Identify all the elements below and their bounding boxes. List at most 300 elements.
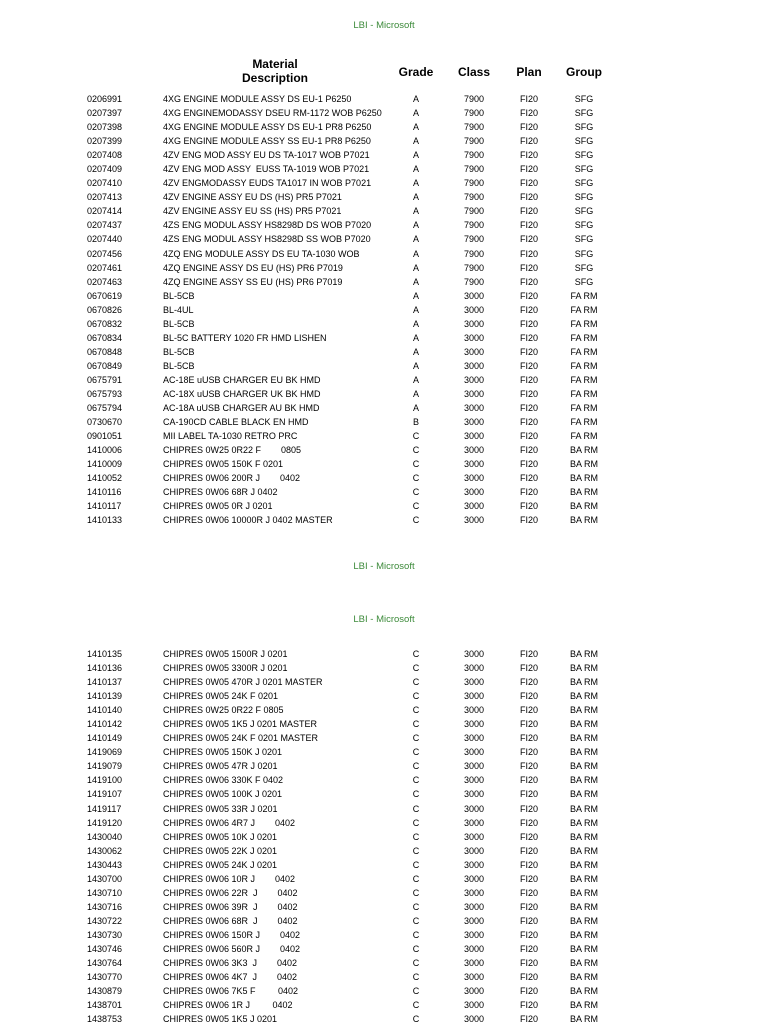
group-cell: FA RM — [570, 431, 598, 442]
class-cell: 3000 — [463, 304, 485, 315]
table-row — [0, 162, 768, 176]
table-row — [0, 401, 768, 415]
group-cell: BA RM — [569, 887, 598, 898]
grade-cell: C — [412, 761, 420, 772]
grade-cell: A — [412, 136, 419, 147]
group-cell: BA RM — [569, 775, 598, 786]
plan-cell: FI20 — [519, 276, 538, 287]
material-code: 0675793 — [87, 388, 123, 399]
group-cell: SFG — [574, 234, 594, 245]
page2-header: LBI - Microsoft — [353, 614, 415, 625]
group-cell: BA RM — [569, 649, 598, 659]
grade-cell: C — [412, 515, 420, 526]
plan-cell: FI20 — [519, 817, 538, 828]
class-cell: 3000 — [463, 789, 485, 800]
material-description: CHIPRES 0W06 7K5 F 0402 — [163, 986, 299, 997]
table-row — [0, 443, 768, 457]
grade-cell: A — [412, 304, 419, 315]
plan-cell: FI20 — [519, 915, 538, 926]
plan-cell: FI20 — [519, 332, 538, 343]
header-material-description: Material Description — [241, 57, 308, 85]
material-code: 1410135 — [87, 649, 123, 659]
class-cell: 7900 — [463, 136, 485, 147]
grade-cell: C — [412, 1014, 420, 1025]
class-cell: 7900 — [463, 192, 485, 203]
material-code: 1419069 — [87, 747, 123, 758]
table-row — [0, 120, 768, 134]
grade-cell: A — [412, 346, 419, 357]
table-row — [0, 148, 768, 162]
material-code: 1410140 — [87, 705, 123, 716]
material-code: 1419120 — [87, 817, 123, 828]
grade-cell: C — [412, 431, 420, 442]
group-cell: SFG — [574, 192, 594, 203]
material-code: 1419107 — [87, 789, 123, 800]
table-row — [0, 331, 768, 345]
column-headers — [0, 57, 768, 87]
material-description: BL-5CB — [163, 290, 195, 301]
class-cell: 7900 — [463, 164, 485, 175]
group-cell: BA RM — [569, 733, 598, 744]
grade-cell: A — [412, 332, 419, 343]
material-description: CHIPRES 0W06 68R J 0402 — [163, 915, 298, 926]
class-cell: 3000 — [463, 290, 485, 301]
class-cell: 3000 — [463, 473, 485, 484]
group-cell: BA RM — [569, 1014, 598, 1025]
material-code: 1430443 — [87, 859, 123, 870]
material-description: CHIPRES 0W05 33R J 0201 — [163, 803, 278, 814]
material-description: 4ZV ENGINE ASSY EU SS (HS) PR5 P7021 — [163, 206, 342, 217]
table-row — [0, 858, 768, 872]
group-cell: BA RM — [569, 761, 598, 772]
table-row — [0, 303, 768, 317]
plan-cell: FI20 — [519, 459, 538, 470]
material-description: CHIPRES 0W06 22R J 0402 — [163, 887, 298, 898]
material-code: 1410052 — [87, 473, 123, 484]
material-description: CHIPRES 0W06 560R J 0402 — [163, 943, 301, 954]
material-description: CHIPRES 0W06 10R J 0402 — [163, 873, 296, 884]
class-cell: 3000 — [463, 803, 485, 814]
material-description: BL-5CB — [163, 346, 195, 357]
class-cell: 3000 — [463, 417, 485, 428]
class-cell: 3000 — [463, 346, 485, 357]
plan-cell: FI20 — [519, 318, 538, 329]
plan-cell: FI20 — [519, 733, 538, 744]
material-description: CHIPRES 0W05 24K F 0201 MASTER — [163, 733, 319, 744]
group-cell: BA RM — [569, 915, 598, 926]
table-row — [0, 928, 768, 942]
plan-cell: FI20 — [519, 747, 538, 758]
material-description: AC-18E uUSB CHARGER EU BK HMD — [163, 374, 321, 385]
plan-cell: FI20 — [519, 515, 538, 526]
class-cell: 3000 — [463, 859, 485, 870]
material-description: 4ZS ENG MODUL ASSY HS8298D DS WOB P7020 — [163, 220, 372, 231]
class-cell: 3000 — [463, 873, 485, 884]
material-description: CHIPRES 0W05 150K F 0201 — [163, 459, 284, 470]
class-cell: 3000 — [463, 403, 485, 414]
plan-cell: FI20 — [519, 136, 538, 147]
plan-cell: FI20 — [519, 943, 538, 954]
group-cell: BA RM — [569, 719, 598, 730]
plan-cell: FI20 — [519, 972, 538, 983]
table-row — [0, 984, 768, 998]
class-cell: 3000 — [463, 360, 485, 371]
material-code: 0207437 — [87, 220, 123, 231]
grade-cell: A — [412, 360, 419, 371]
material-description: MII LABEL TA-1030 RETRO PRC — [163, 431, 298, 442]
material-description: 4ZV ENGINE ASSY EU DS (HS) PR5 P7021 — [163, 192, 342, 203]
group-cell: SFG — [574, 206, 594, 217]
material-description: CHIPRES 0W05 100K J 0201 — [163, 789, 283, 800]
grade-cell: C — [412, 719, 420, 730]
material-code: 0207414 — [87, 206, 123, 217]
material-description: CHIPRES 0W06 39R J 0402 — [163, 901, 298, 912]
group-cell: FA RM — [570, 360, 598, 371]
class-cell: 3000 — [463, 845, 485, 856]
group-cell: FA RM — [570, 403, 598, 414]
plan-cell: FI20 — [519, 94, 538, 104]
grade-cell: A — [412, 403, 419, 414]
table-row — [0, 190, 768, 204]
material-code: 0675791 — [87, 374, 123, 385]
class-cell: 3000 — [463, 677, 485, 688]
class-cell: 3000 — [463, 459, 485, 470]
material-code: 0207409 — [87, 164, 123, 175]
class-cell: 3000 — [463, 719, 485, 730]
plan-cell: FI20 — [519, 845, 538, 856]
table-row — [0, 457, 768, 471]
material-description: CHIPRES 0W06 3K3 J 0402 — [163, 958, 298, 969]
plan-cell: FI20 — [519, 649, 538, 659]
plan-cell: FI20 — [519, 206, 538, 217]
plan-cell: FI20 — [519, 677, 538, 688]
material-code: 0670849 — [87, 360, 123, 371]
grade-cell: A — [412, 206, 419, 217]
table-row — [0, 745, 768, 759]
material-code: 0207397 — [87, 108, 123, 119]
material-description: 4XG ENGINE MODULE ASSY SS EU-1 PR8 P6250 — [163, 136, 371, 147]
grade-cell: C — [412, 733, 420, 744]
group-cell: BA RM — [569, 803, 598, 814]
table-row — [0, 134, 768, 148]
table-row — [0, 689, 768, 703]
grade-cell: C — [412, 901, 420, 912]
table-row — [0, 261, 768, 275]
material-code: 0206991 — [87, 94, 123, 104]
material-description: 4ZV ENGMODASSY EUDS TA1017 IN WOB P7021 — [163, 178, 372, 189]
header-class: Class — [457, 65, 491, 79]
material-code: 1430879 — [87, 986, 123, 997]
group-cell: FA RM — [570, 290, 598, 301]
material-description: 4ZV ENG MOD ASSY EU DS TA-1017 WOB P7021 — [163, 150, 370, 161]
grade-cell: A — [412, 374, 419, 385]
grade-cell: C — [412, 459, 420, 470]
group-cell: FA RM — [570, 332, 598, 343]
material-description: CHIPRES 0W05 150K J 0201 — [163, 747, 283, 758]
page1-header: LBI - Microsoft — [353, 20, 415, 31]
class-cell: 7900 — [463, 206, 485, 217]
material-description: CHIPRES 0W05 470R J 0201 MASTER — [163, 677, 323, 688]
class-cell: 3000 — [463, 958, 485, 969]
material-code: 1438701 — [87, 1000, 123, 1011]
material-code: 1430770 — [87, 972, 123, 983]
material-description: CHIPRES 0W05 47R J 0201 — [163, 761, 278, 772]
class-cell: 7900 — [463, 94, 485, 104]
material-description: CHIPRES 0W05 22K J 0201 — [163, 845, 278, 856]
table-row — [0, 886, 768, 900]
material-description: 4ZQ ENGINE ASSY SS EU (HS) PR6 P7019 — [163, 276, 343, 287]
class-cell: 3000 — [463, 487, 485, 498]
plan-cell: FI20 — [519, 304, 538, 315]
plan-cell: FI20 — [519, 445, 538, 456]
header-group: Group — [566, 65, 602, 79]
plan-cell: FI20 — [519, 346, 538, 357]
material-code: 1419100 — [87, 775, 123, 786]
group-cell: BA RM — [569, 789, 598, 800]
group-cell: SFG — [574, 248, 594, 259]
group-cell: FA RM — [570, 318, 598, 329]
material-code: 1410136 — [87, 663, 123, 674]
table-row — [0, 717, 768, 731]
table-row — [0, 998, 768, 1012]
table-row — [0, 731, 768, 745]
group-cell: BA RM — [569, 958, 598, 969]
table-row — [0, 759, 768, 773]
material-description: AC-18X uUSB CHARGER UK BK HMD — [163, 388, 321, 399]
material-description: 4XG ENGINE MODULE ASSY DS EU-1 PR8 P6250 — [163, 122, 372, 133]
group-cell: BA RM — [569, 691, 598, 702]
table-row — [0, 844, 768, 858]
group-cell: BA RM — [569, 845, 598, 856]
grade-cell: C — [412, 1000, 420, 1011]
material-description: BL-5CB — [163, 360, 195, 371]
material-code: 0730670 — [87, 417, 123, 428]
plan-cell: FI20 — [519, 1014, 538, 1025]
material-description: CHIPRES 0W05 3300R J 0201 — [163, 663, 288, 674]
plan-cell: FI20 — [519, 803, 538, 814]
class-cell: 3000 — [463, 663, 485, 674]
class-cell: 3000 — [463, 986, 485, 997]
material-code: 1410116 — [87, 487, 122, 498]
table-row — [0, 816, 768, 830]
group-cell: BA RM — [569, 487, 598, 498]
group-cell: SFG — [574, 220, 594, 231]
material-description: 4ZQ ENG MODULE ASSY DS EU TA-1030 WOB — [163, 248, 360, 259]
material-code: 0670619 — [87, 290, 123, 301]
material-code: 1419079 — [87, 761, 123, 772]
table-row — [0, 247, 768, 261]
group-cell: SFG — [574, 150, 594, 161]
group-cell: BA RM — [569, 515, 598, 526]
header-grade: Grade — [398, 65, 434, 79]
material-description: CHIPRES 0W05 24K J 0201 — [163, 859, 278, 870]
group-cell: BA RM — [569, 501, 598, 512]
table-row — [0, 429, 768, 443]
plan-cell: FI20 — [519, 789, 538, 800]
table-row — [0, 232, 768, 246]
material-description: 4ZV ENG MOD ASSY EUSS TA-1019 WOB P7021 — [163, 164, 370, 175]
group-cell: SFG — [574, 122, 594, 133]
table-row — [0, 773, 768, 787]
material-description: CHIPRES 0W06 4R7 J 0402 — [163, 817, 296, 828]
grade-cell: C — [412, 986, 420, 997]
material-code: 0670832 — [87, 318, 123, 329]
grade-cell: A — [412, 276, 419, 287]
table-row — [0, 106, 768, 120]
class-cell: 3000 — [463, 691, 485, 702]
class-cell: 3000 — [463, 1000, 485, 1011]
material-code: 0207408 — [87, 150, 123, 161]
table-row — [0, 787, 768, 801]
material-code: 1430700 — [87, 873, 123, 884]
group-cell: FA RM — [570, 304, 598, 315]
grade-cell: C — [412, 789, 420, 800]
group-cell: BA RM — [569, 986, 598, 997]
group-cell: BA RM — [569, 943, 598, 954]
grade-cell: C — [412, 958, 420, 969]
table-row — [0, 802, 768, 816]
table-row — [0, 317, 768, 331]
plan-cell: FI20 — [519, 290, 538, 301]
material-code: 0675794 — [87, 403, 123, 414]
class-cell: 3000 — [463, 943, 485, 954]
table-row — [0, 415, 768, 429]
plan-cell: FI20 — [519, 403, 538, 414]
plan-cell: FI20 — [519, 719, 538, 730]
material-description: CHIPRES 0W05 24K F 0201 — [163, 691, 279, 702]
class-cell: 7900 — [463, 108, 485, 119]
material-code: 1410117 — [87, 501, 122, 512]
page1-footer: LBI - Microsoft — [353, 561, 415, 572]
group-cell: SFG — [574, 276, 594, 287]
table-row — [0, 92, 768, 106]
material-code: 0207456 — [87, 248, 123, 259]
class-cell: 3000 — [463, 332, 485, 343]
material-description: CHIPRES 0W25 0R22 F 0805 — [163, 705, 284, 716]
page2-table — [0, 647, 768, 1026]
table-row — [0, 345, 768, 359]
group-cell: BA RM — [569, 831, 598, 842]
grade-cell: A — [412, 234, 419, 245]
material-description: CHIPRES 0W06 1R J 0402 — [163, 1000, 293, 1011]
material-description: CHIPRES 0W06 4K7 J 0402 — [163, 972, 298, 983]
class-cell: 3000 — [463, 388, 485, 399]
group-cell: SFG — [574, 178, 594, 189]
material-code: 1438753 — [87, 1014, 123, 1025]
material-code: 1430730 — [87, 929, 123, 940]
grade-cell: C — [412, 663, 420, 674]
material-description: CHIPRES 0W25 0R22 F 0805 — [163, 445, 302, 456]
material-description: 4ZQ ENGINE ASSY DS EU (HS) PR6 P7019 — [163, 262, 343, 273]
table-row — [0, 914, 768, 928]
grade-cell: C — [412, 691, 420, 702]
material-code: 0207461 — [87, 262, 123, 273]
plan-cell: FI20 — [519, 1000, 538, 1011]
group-cell: SFG — [574, 136, 594, 147]
material-code: 1410009 — [87, 459, 123, 470]
table-row — [0, 703, 768, 717]
class-cell: 7900 — [463, 220, 485, 231]
grade-cell: C — [412, 445, 420, 456]
class-cell: 3000 — [463, 431, 485, 442]
header-plan: Plan — [516, 65, 542, 79]
group-cell: BA RM — [569, 817, 598, 828]
group-cell: SFG — [574, 262, 594, 273]
material-code: 1410006 — [87, 445, 123, 456]
material-code: 1430716 — [87, 901, 123, 912]
class-cell: 3000 — [463, 515, 485, 526]
grade-cell: A — [412, 122, 419, 133]
table-row — [0, 872, 768, 886]
material-description: CHIPRES 0W05 1K5 J 0201 MASTER — [163, 719, 318, 730]
class-cell: 7900 — [463, 248, 485, 259]
plan-cell: FI20 — [519, 958, 538, 969]
material-description: CHIPRES 0W05 1K5 J 0201 — [163, 1014, 278, 1025]
material-code: 0207463 — [87, 276, 123, 287]
material-code: 0207399 — [87, 136, 123, 147]
material-description: CHIPRES 0W06 150R J 0402 — [163, 929, 301, 940]
plan-cell: FI20 — [519, 831, 538, 842]
grade-cell: C — [412, 473, 420, 484]
material-description: CHIPRES 0W06 68R J 0402 — [163, 487, 278, 498]
plan-cell: FI20 — [519, 150, 538, 161]
material-code: 1430746 — [87, 943, 123, 954]
plan-cell: FI20 — [519, 262, 538, 273]
table-row — [0, 513, 768, 527]
plan-cell: FI20 — [519, 388, 538, 399]
group-cell: SFG — [574, 94, 594, 104]
table-row — [0, 359, 768, 373]
grade-cell: A — [412, 94, 419, 104]
class-cell: 3000 — [463, 972, 485, 983]
plan-cell: FI20 — [519, 374, 538, 385]
group-cell: FA RM — [570, 374, 598, 385]
group-cell: BA RM — [569, 663, 598, 674]
grade-cell: A — [412, 290, 419, 301]
material-code: 0207440 — [87, 234, 123, 245]
table-row — [0, 387, 768, 401]
group-cell: BA RM — [569, 1000, 598, 1011]
grade-cell: C — [412, 915, 420, 926]
grade-cell: C — [412, 487, 420, 498]
material-description: BL-4UL — [163, 304, 194, 315]
plan-cell: FI20 — [519, 178, 538, 189]
grade-cell: C — [412, 943, 420, 954]
class-cell: 3000 — [463, 831, 485, 842]
class-cell: 3000 — [463, 929, 485, 940]
grade-cell: C — [412, 859, 420, 870]
grade-cell: A — [412, 388, 419, 399]
table-row — [0, 661, 768, 675]
group-cell: FA RM — [570, 346, 598, 357]
class-cell: 3000 — [463, 705, 485, 716]
material-code: 1419117 — [87, 803, 122, 814]
grade-cell: C — [412, 747, 420, 758]
table-row — [0, 275, 768, 289]
material-description: CHIPRES 0W06 330K F 0402 — [163, 775, 284, 786]
material-code: 1430764 — [87, 958, 123, 969]
class-cell: 3000 — [463, 318, 485, 329]
table-row — [0, 830, 768, 844]
material-code: 0207398 — [87, 122, 123, 133]
table-row — [0, 485, 768, 499]
grade-cell: A — [412, 178, 419, 189]
plan-cell: FI20 — [519, 108, 538, 119]
plan-cell: FI20 — [519, 501, 538, 512]
group-cell: BA RM — [569, 929, 598, 940]
grade-cell: C — [412, 887, 420, 898]
grade-cell: C — [412, 649, 420, 659]
